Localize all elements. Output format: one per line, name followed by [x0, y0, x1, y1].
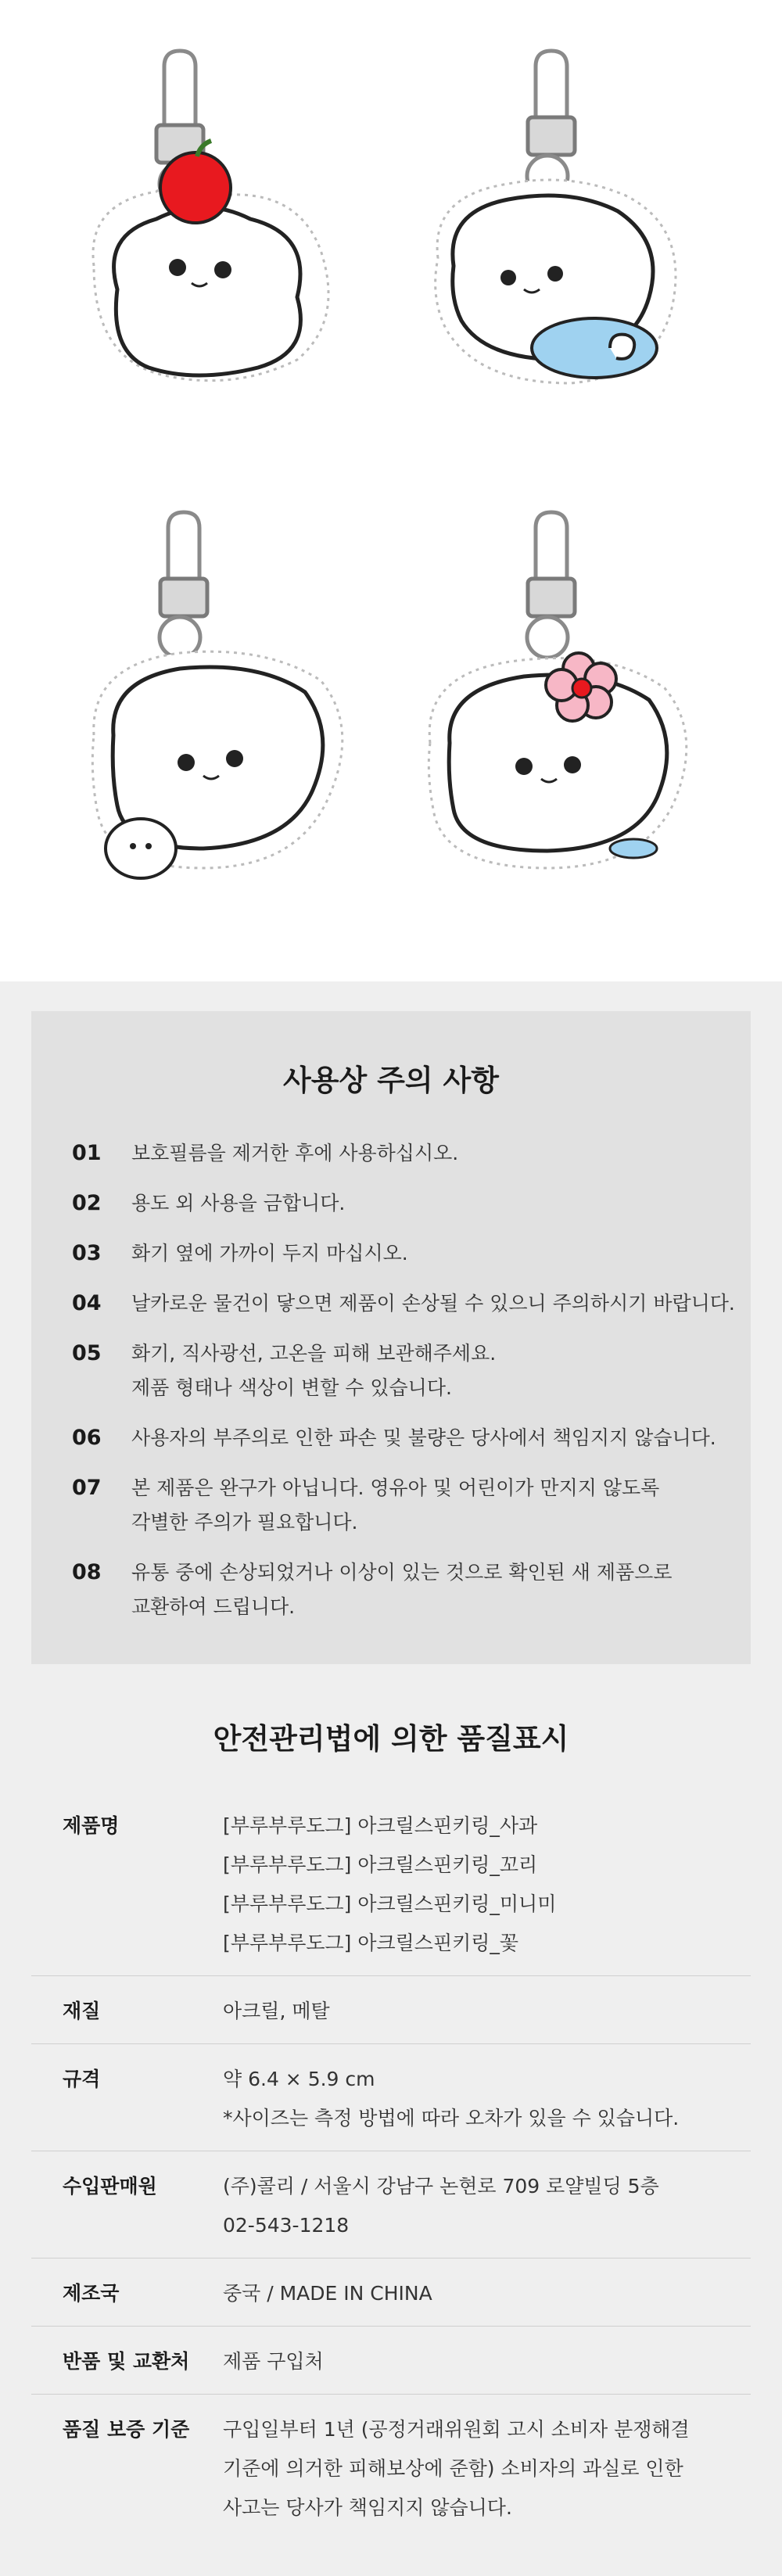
quality-row-value	[223, 2342, 324, 2381]
quality-value-line: [부루부루도그] 아크릴스핀키링_사과	[223, 1814, 538, 1837]
caution-line: 유통 중에 손상되었거나 이상이 있는 것으로 확인된 새 제품으로	[131, 1561, 673, 1584]
caution-number: 08	[72, 1560, 102, 1584]
caution-line: 보호필름을 제거한 후에 사용하십시오.	[131, 1142, 459, 1164]
caution-item	[72, 1336, 737, 1405]
keyring-tail-image	[399, 39, 735, 477]
quality-row-value	[223, 2060, 679, 2138]
caution-number: 03	[72, 1241, 102, 1265]
usage-caution-list	[72, 1136, 737, 1640]
quality-row-importer	[31, 2151, 751, 2258]
caution-item	[72, 1186, 737, 1221]
quality-row-label: 규격	[63, 2068, 101, 2090]
caution-item	[72, 1286, 737, 1321]
usage-caution-title: 사용상 주의 사항	[283, 1064, 499, 1097]
quality-value-line: 사고는 당사가 책임지지 않습니다.	[223, 2496, 512, 2519]
quality-value-line: [부루부루도그] 아크릴스핀키링_미니미	[223, 1893, 557, 1915]
quality-row-returns	[31, 2327, 751, 2395]
caution-item	[72, 1136, 737, 1171]
caution-line: 제품 형태나 색상이 변할 수 있습니다.	[131, 1376, 452, 1399]
caution-text	[131, 1421, 716, 1455]
quality-value-line: *사이즈는 측정 방법에 따라 오차가 있을 수 있습니다.	[223, 2107, 680, 2129]
quality-value-line: 아크릴, 메탈	[223, 2000, 330, 2022]
caution-line: 날카로운 물건이 닿으면 제품이 손상될 수 있으니 주의하시기 바랍니다.	[131, 1292, 735, 1315]
quality-row-label: 품질 보증 기준	[63, 2418, 190, 2441]
caution-number: 02	[72, 1191, 102, 1215]
quality-row-material	[31, 1976, 751, 2044]
usage-caution-section	[31, 1011, 751, 1664]
quality-label-title: 안전관리법에 의한 품질표시	[213, 1722, 569, 1756]
quality-row-value	[223, 2274, 432, 2313]
quality-row-value	[223, 1806, 556, 1963]
caution-line: 교환하여 드립니다.	[131, 1595, 296, 1618]
keyring-apple-image	[63, 39, 399, 477]
caution-number: 01	[72, 1141, 102, 1165]
keyring-minimi-image	[63, 500, 399, 938]
quality-value-line: 기준에 의거한 피해보상에 준함) 소비자의 과실로 인한	[223, 2457, 683, 2480]
quality-row-label: 제품명	[63, 1814, 120, 1837]
caution-text	[131, 1555, 672, 1624]
quality-value-line: 제품 구입처	[223, 2350, 324, 2373]
quality-row-warranty	[31, 2395, 751, 2540]
caution-number: 06	[72, 1426, 102, 1450]
caution-text	[131, 1136, 458, 1171]
quality-value-line: 구입일부터 1년 (공정거래위원회 고시 소비자 분쟁해결	[223, 2418, 690, 2441]
quality-value-line: (주)콜리 / 서울시 강남구 논현로 709 로얄빌딩 5층	[223, 2175, 659, 2197]
caution-text	[131, 1286, 735, 1321]
keyring-flower-image	[399, 500, 735, 938]
caution-item	[72, 1421, 737, 1455]
quality-value-line: 중국 / MADE IN CHINA	[223, 2282, 432, 2305]
caution-line: 각별한 주의가 필요합니다.	[131, 1511, 358, 1534]
caution-number: 07	[72, 1476, 102, 1500]
quality-row-value	[223, 1992, 330, 2031]
quality-row-label: 재질	[63, 2000, 101, 2022]
quality-row-label: 수입판매원	[63, 2175, 157, 2197]
quality-value-line: 약 6.4 × 5.9 cm	[223, 2068, 375, 2090]
caution-number: 04	[72, 1291, 102, 1315]
quality-value-line: [부루부루도그] 아크릴스핀키링_꼬리	[223, 1853, 538, 1876]
quality-row-size	[31, 2044, 751, 2151]
caution-item	[72, 1236, 737, 1271]
caution-item	[72, 1471, 737, 1540]
quality-row-product-name	[31, 1791, 751, 1976]
caution-text	[131, 1236, 408, 1271]
caution-line: 화기 옆에 가까이 두지 마십시오.	[131, 1242, 408, 1265]
quality-row-label: 제조국	[63, 2282, 120, 2305]
quality-value-line: [부루부루도그] 아크릴스핀키링_꽃	[223, 1932, 519, 1954]
caution-number: 05	[72, 1341, 102, 1365]
quality-row-label: 반품 및 교환처	[63, 2350, 190, 2373]
caution-line: 본 제품은 완구가 아닙니다. 영유아 및 어린이가 만지지 않도록	[131, 1476, 660, 1499]
caution-text	[131, 1186, 345, 1221]
caution-item	[72, 1555, 737, 1624]
quality-row-country	[31, 2258, 751, 2327]
caution-line: 사용자의 부주의로 인한 파손 및 불량은 당사에서 책임지지 않습니다.	[131, 1426, 716, 1449]
quality-label-table	[31, 1791, 751, 2540]
quality-row-value	[223, 2167, 659, 2245]
caution-line: 용도 외 사용을 금합니다.	[131, 1192, 346, 1214]
quality-row-value	[223, 2410, 690, 2528]
caution-text	[131, 1471, 659, 1540]
quality-value-line: 02-543-1218	[223, 2214, 350, 2237]
product-image-section	[0, 0, 782, 981]
caution-line: 화기, 직사광선, 고온을 피해 보관해주세요.	[131, 1342, 497, 1365]
caution-text	[131, 1336, 496, 1405]
